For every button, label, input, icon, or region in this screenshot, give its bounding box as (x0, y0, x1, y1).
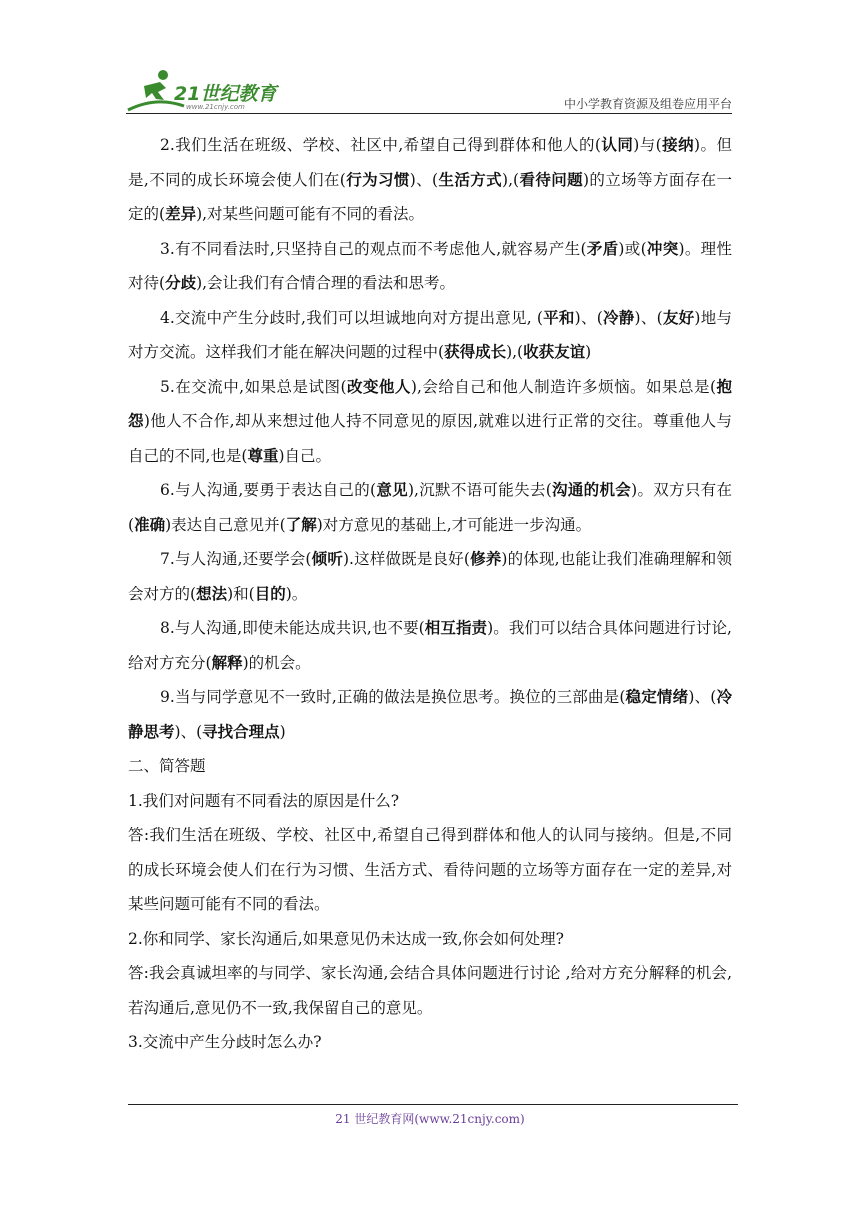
answer-blank: 认同 (600, 135, 634, 154)
answer-blank: 收获友谊 (523, 342, 586, 361)
text-run: 二、简答题 (128, 757, 206, 775)
text-run: 6.与人沟通,要勇于表达自己的( (160, 481, 377, 499)
text-run: 5.在交流中,如果总是试图( (160, 377, 347, 396)
logo-text: 21世纪教育 (174, 83, 277, 105)
answer-blank: 看待问题 (519, 169, 583, 189)
text-run: )的立场等方面存在一定的( (128, 170, 732, 223)
text-run: ),( (506, 343, 524, 361)
answer-blank: 尊重 (247, 445, 279, 465)
answer-blank: 倾听 (311, 549, 343, 568)
answer-blank: 解释 (211, 652, 243, 672)
text-run: )。双方只有在( (128, 481, 732, 534)
paragraph-a1 (128, 818, 732, 922)
paragraph-q1 (128, 784, 732, 819)
answer-blank: 冷静 (602, 307, 635, 327)
text-run: ) (279, 722, 286, 741)
text-run: ),对某些问题可能有不同的看法。 (196, 205, 425, 223)
paragraph-a2 (128, 956, 732, 1025)
answer-blank: 想法 (196, 583, 228, 603)
answer-blank: 寻找合理点 (202, 721, 280, 741)
text-run: )、( (409, 170, 439, 189)
paragraph-p3 (128, 232, 732, 301)
paragraph-s2 (128, 749, 732, 784)
paragraph-p7 (128, 542, 732, 611)
text-run: 3.交流中产生分歧时怎么办? (128, 1033, 322, 1051)
site-logo (126, 66, 296, 116)
answer-blank: 冲突 (646, 238, 679, 258)
answer-blank: 意见 (376, 480, 408, 499)
paragraph-q2 (128, 922, 732, 957)
text-run: 3.有不同看法时,只坚持自己的观点而不考虑他人,就容易产生( (160, 239, 587, 258)
text-run: ),会让我们有合情合理的看法和思考。 (196, 274, 456, 292)
text-run: )表达自己意见并( (165, 515, 286, 534)
answer-blank: 相互指责 (424, 618, 488, 637)
paragraph-p5 (128, 370, 732, 474)
text-run: )他人不合作,却从来想过他人持不同意见的原因,就难以进行正常的交往。尊重他人与自己的不同,也是( (128, 412, 732, 465)
answer-blank: 沟通的机会 (551, 480, 632, 499)
text-run: )与( (633, 136, 662, 154)
answer-blank: 准确 (134, 514, 166, 534)
text-run: 2.你和同学、家长沟通后,如果意见仍未达成一致,你会如何处理? (128, 929, 564, 948)
paragraph-p2 (128, 128, 732, 232)
logo-url: www.21cnjy.com (186, 103, 245, 111)
document-body (128, 128, 732, 1060)
paragraph-p6 (128, 473, 732, 542)
text-run: ).这样做既是良好( (343, 550, 470, 568)
text-run: 4.交流中产生分歧时,我们可以坦诚地向对方提出意见, ( (160, 308, 543, 327)
answer-blank: 抱怨 (128, 376, 732, 430)
footer-divider (128, 1104, 738, 1105)
text-run: )。我们可以结合具体问题进行讨论,给对方充分( (128, 619, 732, 672)
text-run: )自己。 (278, 446, 332, 465)
text-run: )的机会。 (242, 653, 311, 672)
answer-blank: 接纳 (661, 135, 695, 154)
text-run: ),会给自己和他人制造许多烦恼。如果总是( (410, 377, 716, 396)
text-run: 答:我们生活在班级、学校、社区中,希望自己得到群体和他人的认同与接纳。但是,不同的成长环境会使人们在行为习惯、生活方式、看待问题的立场等方面存在一定的差异,对某些问题可能有不同的看法。 (128, 826, 732, 913)
answer-blank: 行为习惯 (345, 169, 410, 189)
text-run: )。理性对待( (128, 239, 732, 292)
text-run: )对方意见的基础上,才可能进一步沟通。 (316, 515, 592, 534)
paragraph-p4 (128, 301, 732, 370)
answer-blank: 矛盾 (586, 238, 619, 258)
answer-blank: 获得成长 (444, 342, 507, 361)
text-run: ),( (502, 170, 520, 189)
answer-blank: 平和 (542, 307, 575, 327)
answer-blank: 生活方式 (438, 169, 503, 189)
text-run: )、( (174, 722, 203, 741)
answer-blank: 冷静思考 (128, 687, 732, 741)
answer-blank: 了解 (285, 514, 317, 534)
text-run: )。 (285, 584, 308, 603)
text-run: )、( (634, 308, 663, 327)
answer-blank: 友好 (662, 307, 695, 327)
paragraph-p8 (128, 611, 732, 680)
platform-title: 中小学教育资源及组卷应用平台 (563, 97, 732, 111)
text-run: )地与对方交流。这样我们才能在解决问题的过程中( (128, 308, 732, 361)
page-header (126, 66, 732, 116)
text-run: ),沉默不语可能失去( (407, 481, 552, 499)
text-run: 7.与人沟通,还要学会( (160, 550, 312, 568)
answer-blank: 目的 (254, 583, 286, 603)
paragraph-p9 (128, 680, 732, 749)
answer-blank: 修养 (469, 549, 502, 568)
footer-text: 21 世纪教育网(www.21cnjy.com) (335, 1112, 525, 1126)
text-run: )或( (618, 239, 647, 258)
text-run: 8.与人沟通,即使未能达成共识,也不要( (160, 619, 425, 637)
header-divider (126, 113, 732, 114)
text-run: 9.当与同学意见不一致时,正确的做法是换位思考。换位的三部曲是( (160, 688, 626, 706)
text-run: )、( (688, 688, 717, 706)
text-run: ) (585, 343, 592, 361)
answer-blank: 差异 (165, 204, 197, 223)
text-run: )。但是,不同的成长环境会使人们在( (128, 136, 732, 189)
text-run: )的体现,也能让我们准确理解和领会对方的( (128, 550, 732, 603)
text-run: )、( (574, 308, 603, 327)
text-run: 2.我们生活在班级、学校、社区中,希望自己得到群体和他人的( (160, 136, 601, 154)
answer-blank: 分歧 (165, 273, 197, 292)
text-run: 1.我们对问题有不同看法的原因是什么? (128, 791, 400, 810)
answer-blank: 稳定情绪 (625, 687, 689, 706)
paragraph-q3 (128, 1025, 732, 1060)
answer-blank: 改变他人 (346, 376, 411, 396)
text-run: 答:我会真诚坦率的与同学、家长沟通,会结合具体问题进行讨论 ,给对方充分解释的机会,若沟通后,意见仍不一致,我保留自己的意见。 (128, 964, 732, 1017)
text-run: )和( (227, 584, 255, 603)
